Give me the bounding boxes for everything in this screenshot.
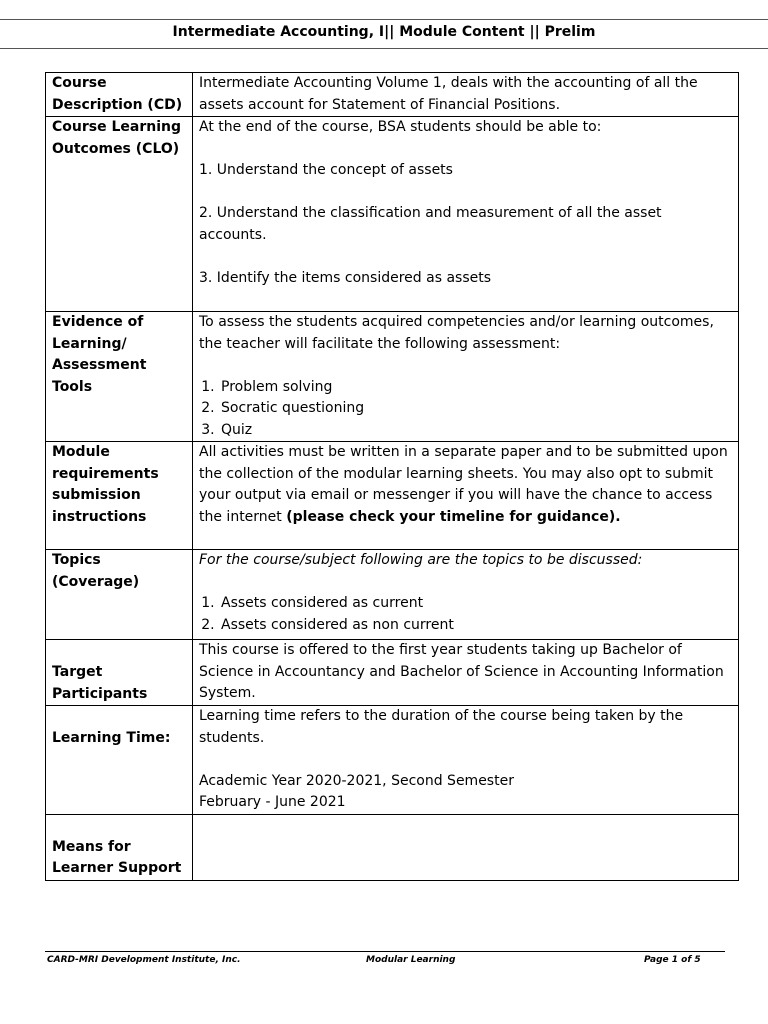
learning-time-label-cell <box>46 706 193 815</box>
learning-time-text: Learning time refers to the duration of the course being taken by the students. <box>199 708 684 746</box>
row-learner-support <box>46 814 739 880</box>
page-title: Intermediate Accounting, I|| Module Content || Prelim <box>172 24 596 40</box>
list-item: 1. Problem solving <box>219 377 732 399</box>
topics-cell <box>193 550 739 640</box>
list-item: 2. Socratic questioning <box>219 398 732 420</box>
topics-intro: For the course/subject following are the topics to be discussed: <box>199 552 643 568</box>
semester-months: February - June 2021 <box>199 794 346 810</box>
footer-rule <box>45 951 725 952</box>
learner-support-cell <box>193 814 739 880</box>
header-top-rule <box>0 19 768 20</box>
list-item: 2. Assets considered as non current <box>219 615 732 637</box>
label-learning-time: Learning Time: <box>52 729 171 746</box>
label-target-participants: Target Participants <box>46 640 193 706</box>
row-topics <box>46 550 739 640</box>
row-target-participants <box>46 640 739 706</box>
assessment-list <box>199 377 732 442</box>
assessment-cell <box>193 312 739 442</box>
target-participants-text: This course is offered to the first year students taking up Bachelor of Science in Accountancy and Bachelor of Science in Accounting Information System. <box>193 640 739 706</box>
footer-page-number: Page 1 of 5 <box>644 955 701 965</box>
footer-center-label: Modular Learning <box>366 955 456 965</box>
label-submission-instructions: Module requirements submission instructions <box>46 442 193 550</box>
list-item: 3. Quiz <box>219 420 732 442</box>
header-bottom-rule <box>0 48 768 49</box>
list-item: 1. Assets considered as current <box>219 593 732 615</box>
label-learning-outcomes: Course Learning Outcomes (CLO) <box>46 117 193 312</box>
assessment-intro: To assess the students acquired competencies and/or learning outcomes, the teacher will facilitate the following assessment: <box>199 314 714 352</box>
topics-list <box>199 593 732 636</box>
label-learner-support: Means for Learner Support <box>46 814 193 880</box>
row-course-description <box>46 73 739 117</box>
row-submission-instructions <box>46 442 739 550</box>
academic-year: Academic Year 2020-2021, Second Semester <box>199 772 514 789</box>
row-assessment-tools <box>46 312 739 442</box>
clo-item: 3. Identify the items considered as assets <box>199 269 492 286</box>
learning-time-cell <box>193 706 739 815</box>
module-content-table <box>45 72 739 881</box>
clo-item: 1. Understand the concept of assets <box>199 162 453 178</box>
footer-organization: CARD-MRI Development Institute, Inc. <box>47 955 241 965</box>
submission-cell <box>193 442 739 550</box>
clo-intro: At the end of the course, BSA students should be able to: <box>199 119 602 135</box>
clo-item: 2. Understand the classification and measurement of all the asset accounts. <box>199 205 662 243</box>
label-assessment-tools: Evidence of Learning/ Assessment Tools <box>46 312 193 442</box>
submission-text: All activities must be written in a separate paper and to be submitted upon the collection of the modular learning sheets. You may also opt to submit your output via email or messenger if you will have the chance to access the internet <box>199 444 728 525</box>
row-learning-outcomes <box>46 117 739 312</box>
label-course-description: Course Description (CD) <box>46 73 193 117</box>
course-description-text: Intermediate Accounting Volume 1, deals with the accounting of all the assets account for Statement of Financial Positions. <box>193 73 739 117</box>
row-learning-time <box>46 706 739 815</box>
label-topics: Topics (Coverage) <box>46 550 193 640</box>
submission-emphasis: (please check your timeline for guidance). <box>286 508 621 525</box>
learning-outcomes-cell <box>193 117 739 312</box>
